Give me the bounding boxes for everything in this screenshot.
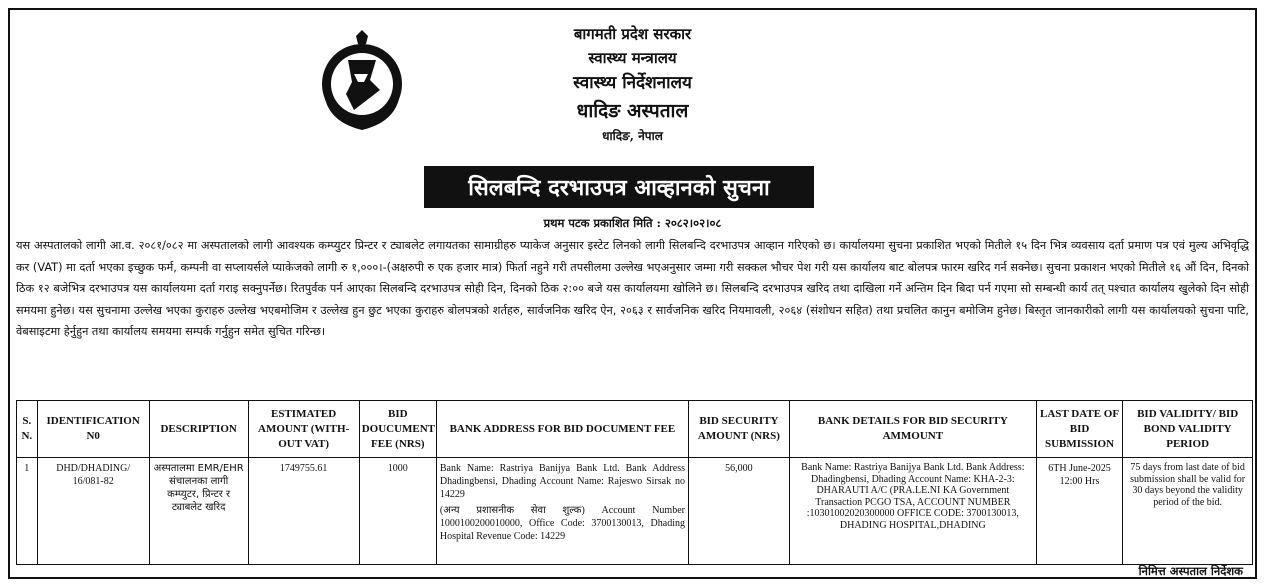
cell-bank-details: Bank Name: Rastriya Banijya Bank Ltd. Bank Address: Dhadingbensi, Dhading Account Name: KHA-2-3: DHARAUTI A/C (PRA.LE.NI KA Government Transaction PCGO TSA, ACCOUNT NUMBER :10301002020300000 OFFICE CODE: 3700130013, DHADING HOSPITAL,DHADING <box>789 458 1036 565</box>
col-bid-document-fee: BID DOUCUMENT FEE (NRS) <box>359 401 436 458</box>
cell-bank-address <box>436 458 688 565</box>
notice-title: सिलबन्दि दरभाउपत्र आव्हानको सुचना <box>424 166 814 208</box>
office-header <box>10 22 1255 146</box>
col-sn: S. N. <box>17 401 38 458</box>
cell-estimated-amount: 1749755.61 <box>248 458 359 565</box>
cell-last-date: 6TH June-2025 12:00 Hrs <box>1036 458 1122 565</box>
col-bank-details: BANK DETAILS FOR BID SECURITY AMMOUNT <box>789 401 1036 458</box>
signature: निमित्त अस्पताल निर्देशक <box>1138 564 1243 578</box>
bank-address-part2: (अन्य प्रशासनीक सेवा शुल्क) Account Number 1000100200010000, Office Code: 3700130013, Dhading Hospital Revenue Code: 14229 <box>439 505 685 542</box>
cell-bid-security-amount: 56,000 <box>688 458 789 565</box>
publication-date: प्रथम पटक प्रकाशित मिति : २०८२।०२।०८ <box>543 216 722 230</box>
cell-identification: DHD/DHADING/ 16/081-82 <box>37 458 149 565</box>
col-description: DESCRIPTION <box>149 401 248 458</box>
col-validity: BID VALIDITY/ BID BOND VALIDITY PERIOD <box>1123 401 1253 458</box>
col-bid-security-amount: BID SECURITY AMOUNT (NRS) <box>688 401 789 458</box>
col-bank-address: BANK ADDRESS FOR BID DOCUMENT FEE <box>436 401 688 458</box>
cell-sn: 1 <box>17 458 38 565</box>
directorate-name: स्वास्थ्य निर्देशनालय <box>573 73 692 93</box>
notice-frame <box>8 8 1257 579</box>
col-last-date: LAST DATE OF BID SUBMISSION <box>1036 401 1122 458</box>
cell-bid-document-fee: 1000 <box>359 458 436 565</box>
ministry-name: स्वास्थ्य मन्त्रालय <box>588 49 677 67</box>
bank-address-part1: Bank Name: Rastriya Banijya Bank Ltd. Bank Address Dhadingbensi, Dhading Account Name: Rajeswo Sirsak no 14229 <box>439 463 685 500</box>
province-government: बागमती प्रदेश सरकार <box>573 25 692 43</box>
table-row <box>17 458 1253 565</box>
hospital-name: धादिङ अस्पताल <box>576 100 689 122</box>
cell-description: अस्पतालमा EMR/EHR संचालनका लागी कम्प्युटर, प्रिन्टर र ट्याबलेट खरिद <box>149 458 248 565</box>
cell-validity: 75 days from last date of bid submission shall be valid for 30 days beyond the validity period of the bid. <box>1123 458 1253 565</box>
table-header-row <box>17 401 1253 458</box>
col-identification: IDENTIFICATION N0 <box>37 401 149 458</box>
notice-body: यस अस्पतालको लागी आ.व. २०८१/०८२ मा अस्पतालको लागी आवश्यक कम्प्युटर प्रिन्टर र ट्याबलेट लगायतका सामाग्रीहरु प्याकेज अनुसार इस्टेट लिनको लागी सिलबन्दि दरभाउपत्र आव्हान गरिएको छ। कार्यालयमा सुचना प्रकाशित भएको मितीले १५ दिन भित्र व्यवसाय दर्ता प्रमाण पत्र एवं मुल्य अभिवृद्धि कर (VAT) मा दर्ता भएका इच्छुक फर्म, कम्पनी वा सप्लायर्सले प्याकेजको लागी रु १,०००।-(अक्षरुपी रु एक हजार मात्र) फिर्ता नहुने गरी तपसीलमा उल्लेख भएअनुसार जम्मा गरी सक्कल भौचर पेश गरी यस कार्यालय बाट बोलपत्र फारम खरिद गर्न सक्नेछ। सुचना प्रकाशन भएको मितीले १६ औं दिन, दिनको ठिक १२ बजेभित्र दरभाउपत्र यस कार्यालयमा दर्ता गराइ सक्नुपर्नेछ। रितपुर्वक पर्न आएका सिलबन्दि दरभाउपत्र सोही दिन, दिनको ठिक २:०० बजे यस कार्यालयमा खोलिने छ। सिलबन्दि दरभाउपत्र खरिद तथा दाखिला गर्ने अन्तिम दिन बिदा पर्न गएमा सो सम्बन्धी कार्य तत् पश्चात कार्यालय खुलेको दिन सोही समयमा हुनेछ। यस सुचनामा उल्लेख भएका कुराहरु उल्लेख भएबमोजिम र उल्लेख हुन छुट भएका कुराहरु बोलपत्रको शर्तहरु, सार्वजनिक खरिद ऐन, २०६३ र सार्वजनिक खरिद नियमावली, २०६४ (संशोधन सहित) तथा प्रचलित कानुन बमोजिम हुनेछ। बिस्तृत जानकारीको लागी यस कार्यालयको सुचना पाटि, वेबसाइटमा हेर्नुहुन तथा कार्यालय समयमा सम्पर्क गर्नुहुन समेत सुचित गरिन्छ। <box>16 239 1249 338</box>
hospital-address: धादिङ, नेपाल <box>602 129 663 143</box>
col-estimated-amount: ESTIMATED AMOUNT (WITH-OUT VAT) <box>248 401 359 458</box>
bid-table <box>16 400 1253 565</box>
